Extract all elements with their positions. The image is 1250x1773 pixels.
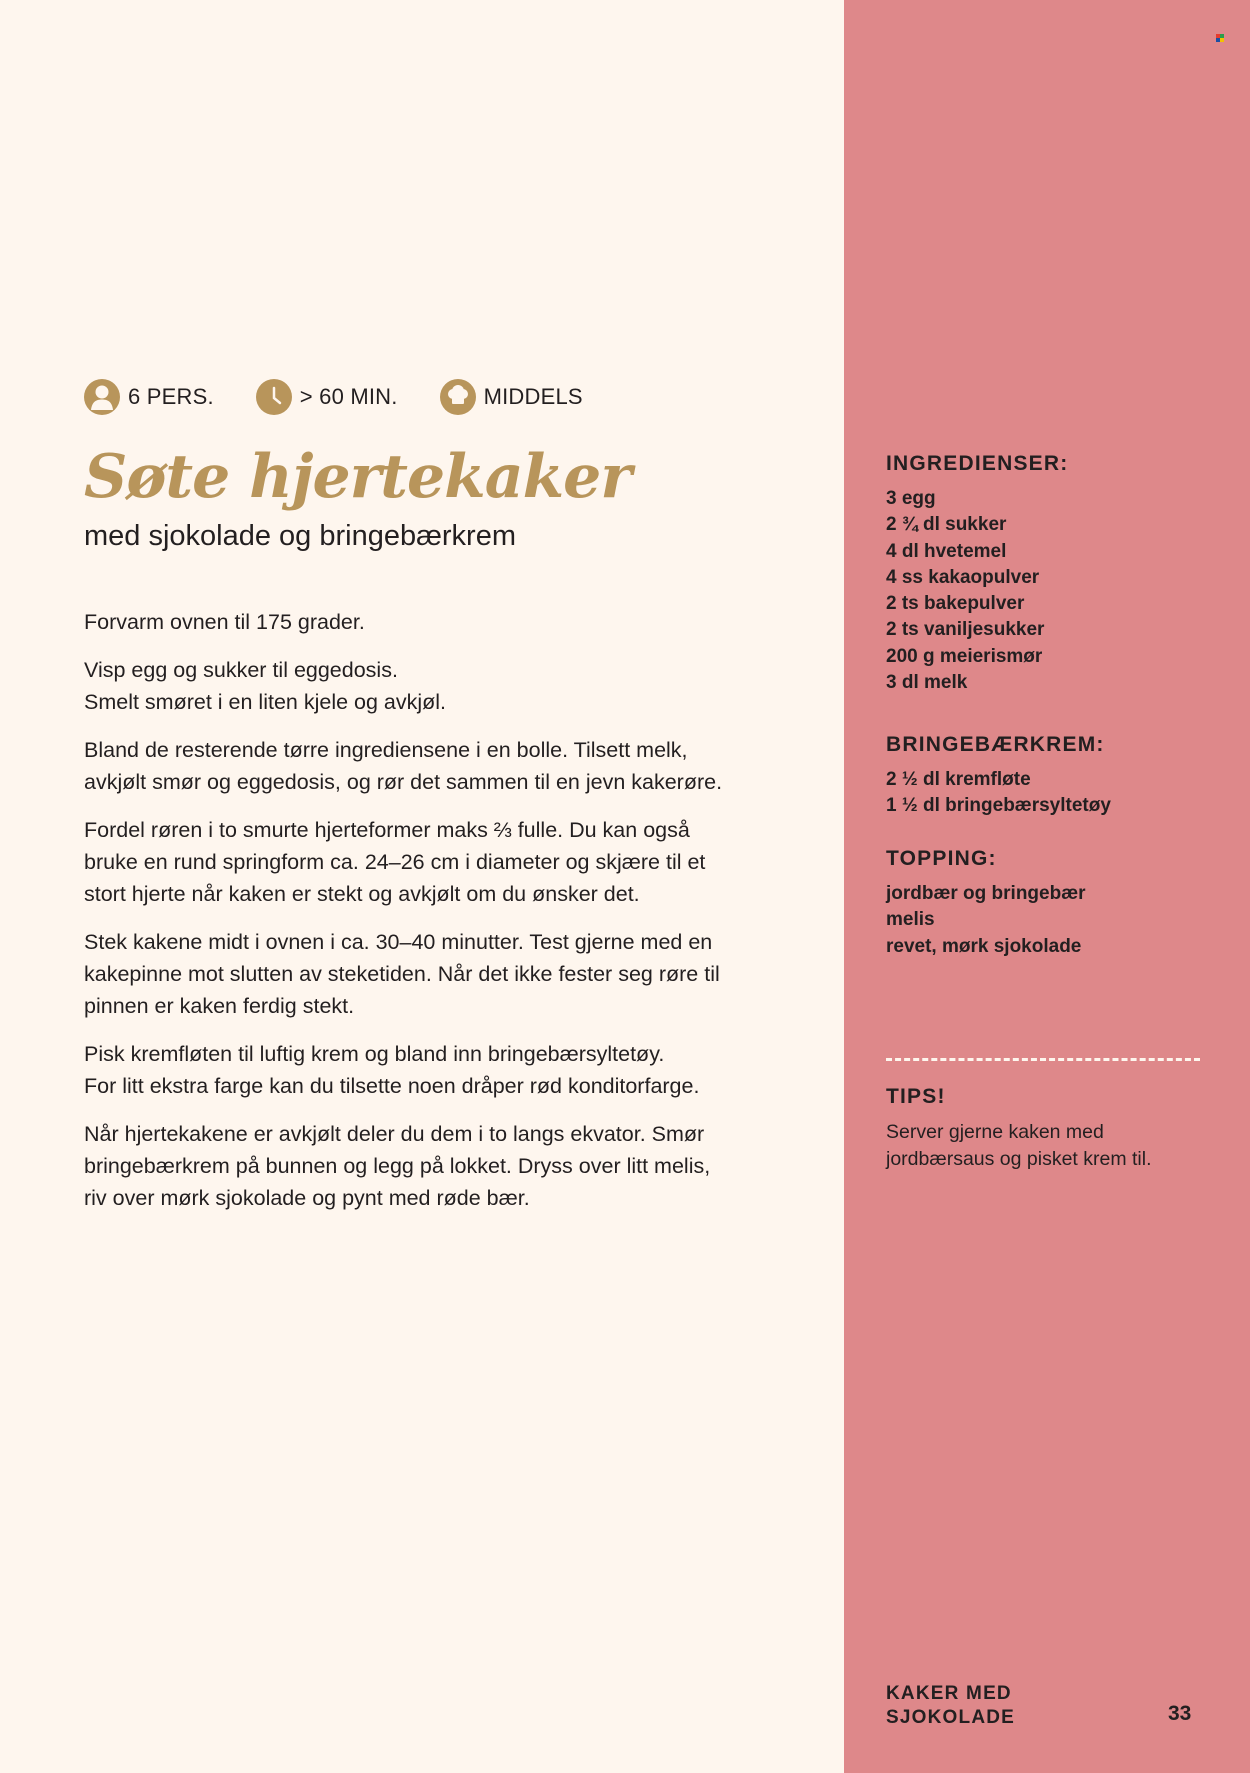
recipe-meta (84, 379, 625, 415)
step-line: avkjølt smør og eggedosis, og rør det sammen til en jevn kakerøre. (84, 770, 723, 794)
step-line: Smelt smøret i en liten kjele og avkjøl. (84, 690, 447, 714)
ingredient-item: 3 egg (886, 488, 936, 509)
clock-icon (256, 379, 292, 415)
cream-section (886, 733, 1216, 820)
step-line: stort hjerte når kaken er stekt og avkjølt om du ønsker det. (84, 882, 640, 906)
step-line: Visp egg og sukker til eggedosis. (84, 658, 398, 682)
step-line: riv over mørk sjokolade og pynt med røde bær. (84, 1186, 530, 1210)
print-registration-mark (1216, 34, 1224, 42)
footer-line: KAKER MED (886, 1683, 1012, 1704)
ingredient-item: 1 ½ dl bringebærsyltetøy (886, 795, 1111, 817)
step-line: kakepinne mot slutten av steketiden. Når det ikke fester seg røre til (84, 962, 720, 986)
tips-text (886, 1119, 1216, 1173)
recipe-subtitle: med sjokolade og bringebærkrem (84, 520, 516, 552)
step-line: bringebærkrem på bunnen og legg på lokket. Dryss over litt melis, (84, 1154, 711, 1178)
servings (84, 379, 214, 415)
ingredients-list (886, 486, 1216, 696)
section-footer (886, 1682, 1015, 1730)
ingredient-item: 2 ½ dl kremfløte (886, 769, 1031, 790)
cream-list (886, 767, 1216, 820)
step-line: Stek kakene midt i ovnen i ca. 30–40 minutter. Test gjerne med en (84, 930, 713, 954)
step-line: Fordel røren i to smurte hjerteformer maks ⅔ fulle. Du kan også (84, 818, 690, 842)
step-3 (84, 734, 784, 798)
tips-line: Server gjerne kaken med (886, 1121, 1104, 1143)
ingredient-item: revet, mørk sjokolade (886, 935, 1082, 957)
step-line: Når hjertekakene er avkjølt deler du dem i to langs ekvator. Smør (84, 1122, 705, 1146)
step-6 (84, 1038, 784, 1102)
step-line: For litt ekstra farge kan du tilsette noen dråper rød konditorfarge. (84, 1074, 700, 1098)
step-line: Forvarm ovnen til 175 grader. (84, 610, 365, 634)
step-7 (84, 1118, 784, 1214)
footer-line: SJOKOLADE (886, 1707, 1016, 1728)
cooking-time (256, 379, 398, 415)
ingredient-item: 3 dl melk (886, 672, 968, 694)
ingredient-item: melis (886, 909, 935, 931)
method-steps (84, 606, 784, 1230)
ingredient-item: 2 ts bakepulver (886, 593, 1025, 615)
ingredients-section (886, 452, 1216, 696)
ingredient-item: 200 g meierismør (886, 645, 1043, 667)
tips-heading: TIPS! (886, 1085, 946, 1108)
recipe-title: Søte hjertekaker (84, 442, 631, 512)
step-4 (84, 814, 784, 910)
ingredient-item: 2 ¾ dl sukker (886, 514, 1007, 536)
ingredient-item: 4 ss kakaopulver (886, 566, 1040, 588)
servings-text: 6 PERS. (128, 384, 214, 409)
topping-section (886, 847, 1216, 960)
page-number: 33 (1168, 1702, 1192, 1725)
step-line: pinnen er kaken ferdig stekt. (84, 994, 355, 1018)
ingredients-heading: INGREDIENSER: (886, 452, 1069, 475)
step-1 (84, 606, 784, 638)
ingredient-item: 4 dl hvetemel (886, 540, 1007, 562)
tips-line: jordbærsaus og pisket krem til. (886, 1148, 1152, 1170)
time-text: > 60 MIN. (299, 384, 398, 409)
step-5 (84, 926, 784, 1022)
dashed-divider (886, 1058, 1200, 1061)
ingredient-item: 2 ts vaniljesukker (886, 619, 1045, 641)
difficulty-text: MIDDELS (483, 384, 583, 409)
person-icon (84, 379, 120, 415)
topping-list (886, 881, 1216, 960)
tips-section (886, 1085, 1216, 1173)
topping-heading: TOPPING: (886, 847, 997, 870)
chef-hat-icon (440, 379, 476, 415)
step-line: bruke en rund springform ca. 24–26 cm i diameter og skjære til et (84, 850, 706, 874)
step-line: Pisk kremfløten til luftig krem og bland inn bringebærsyltetøy. (84, 1042, 665, 1066)
ingredient-item: jordbær og bringebær (886, 883, 1086, 904)
step-line: Bland de resterende tørre ingrediensene i en bolle. Tilsett melk, (84, 738, 688, 762)
difficulty (440, 379, 583, 415)
cream-heading: BRINGEBÆRKREM: (886, 733, 1105, 756)
step-2 (84, 654, 784, 718)
